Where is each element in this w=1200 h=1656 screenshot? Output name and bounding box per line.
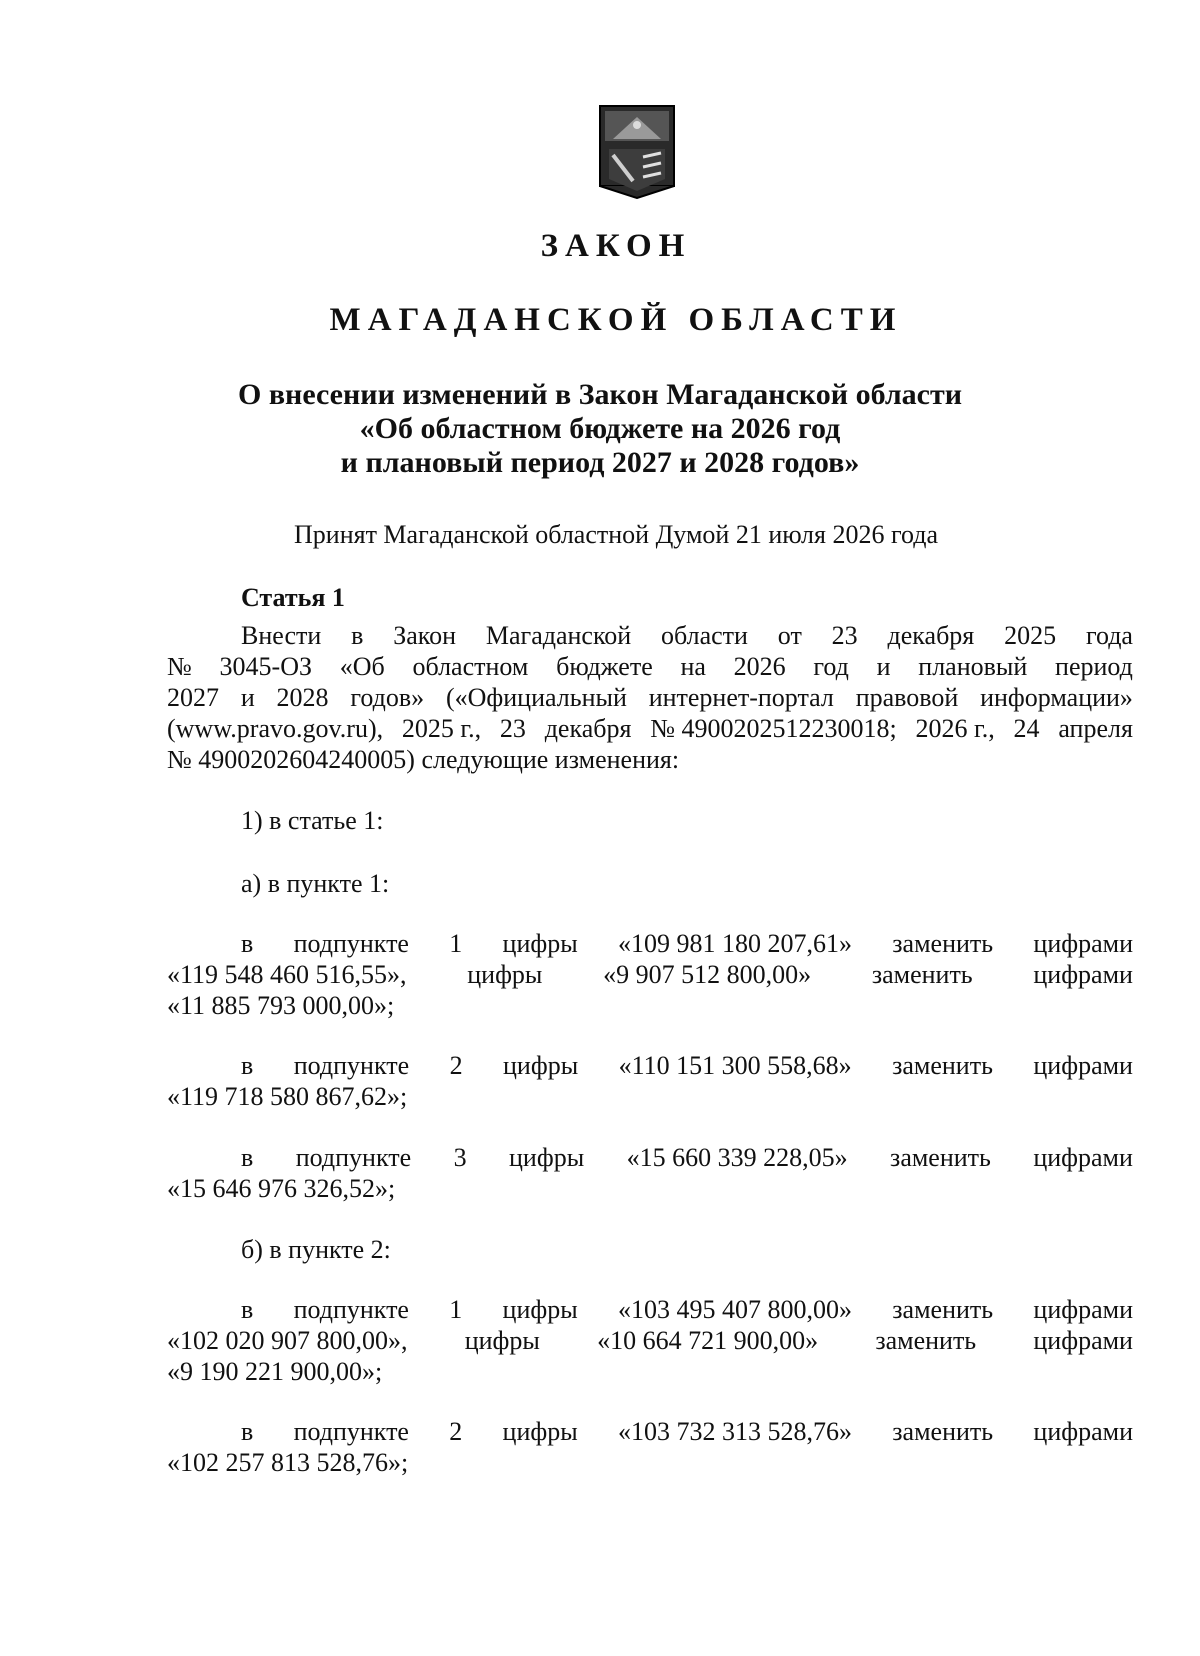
word: 2	[449, 1417, 463, 1446]
word: на	[680, 652, 706, 681]
item-label: 1) в статье 1:	[241, 806, 384, 835]
word: цифры	[502, 1295, 578, 1324]
word: декабря	[544, 714, 632, 743]
item-1a	[167, 868, 1133, 899]
word: информации»	[980, 683, 1133, 712]
word: «103 495 407 800,00»	[617, 1295, 852, 1324]
word: 1	[449, 929, 463, 958]
word: (www.pravo.gov.ru),	[167, 714, 384, 743]
word: интернет-портал	[648, 683, 834, 712]
item-1a-subpoint-2	[167, 1050, 1133, 1112]
word: бюджете	[556, 652, 653, 681]
word: период	[1055, 652, 1133, 681]
coat-of-arms-icon	[599, 105, 675, 199]
word: подпункте	[293, 1295, 409, 1324]
justified-line	[167, 682, 1133, 713]
word: «Об	[339, 652, 385, 681]
paragraph-line: № 4900202604240005) следующие изменения:	[167, 745, 680, 774]
adoption-note: Принят Магаданской областной Думой 21 июля 2026 года	[294, 520, 938, 549]
word: 2027	[167, 683, 219, 712]
word: заменить	[875, 1326, 977, 1355]
word: «110 151 300 558,68»	[618, 1051, 852, 1080]
word: заменить	[892, 1051, 993, 1080]
heading-line: и плановый период 2027 и 2028 годов»	[340, 446, 860, 479]
item-1b-subpoint-1	[167, 1294, 1133, 1387]
word: цифрами	[1033, 1051, 1133, 1080]
justified-line	[167, 651, 1133, 682]
word: цифры	[502, 929, 578, 958]
word: цифрами	[1033, 960, 1133, 989]
word: в	[241, 1051, 254, 1080]
paragraph-line: «15 646 976 326,52»;	[167, 1174, 396, 1203]
word: Закон	[393, 621, 457, 650]
word: «10 664 721 900,00»	[597, 1326, 819, 1355]
article-title: Статья 1	[241, 583, 345, 612]
justified-line	[167, 1050, 1133, 1081]
word: 3	[453, 1143, 467, 1172]
word: 2025	[1004, 621, 1057, 650]
word: декабря	[887, 621, 975, 650]
word: Внести	[241, 621, 322, 650]
item-label: б) в пункте 2:	[241, 1235, 391, 1264]
word: цифры	[509, 1143, 585, 1172]
word: 23	[499, 714, 526, 743]
word: заменить	[871, 960, 973, 989]
item-1	[167, 805, 1133, 836]
word: 24	[1013, 714, 1040, 743]
word: 3045-ОЗ	[219, 652, 313, 681]
word: подпункте	[293, 929, 409, 958]
justified-line	[167, 1142, 1133, 1173]
word: в	[351, 621, 364, 650]
word: 2	[449, 1051, 463, 1080]
law-title: ЗАКОН	[540, 228, 692, 264]
word: в	[241, 1143, 254, 1172]
word: подпункте	[293, 1417, 409, 1446]
word: цифрами	[1033, 1326, 1133, 1355]
word: цифры	[502, 1417, 578, 1446]
justified-line	[167, 1325, 1133, 1356]
word: «119 548 460 516,55»,	[167, 960, 407, 989]
word: в	[241, 1295, 254, 1324]
item-1a-subpoint-3	[167, 1142, 1133, 1204]
word: («Официальный	[445, 683, 627, 712]
word: цифрами	[1033, 929, 1133, 958]
word: 1	[449, 1295, 463, 1324]
paragraph-line: «119 718 580 867,62»;	[167, 1082, 408, 1111]
word: года	[1085, 621, 1133, 650]
justified-line	[167, 959, 1133, 990]
item-1b	[167, 1234, 1133, 1265]
word: от	[777, 621, 802, 650]
law-heading	[0, 378, 1200, 480]
word: № 4900202512230018;	[650, 714, 897, 743]
word: 2028	[276, 683, 329, 712]
word: заменить	[892, 929, 994, 958]
word: в	[241, 1417, 254, 1446]
word: Магаданской	[485, 621, 632, 650]
word: цифрами	[1033, 1295, 1133, 1324]
word: 2025 г.,	[401, 714, 482, 743]
word: областном	[412, 652, 529, 681]
word: заменить	[890, 1143, 991, 1172]
paragraph-line: «102 257 813 528,76»;	[167, 1448, 409, 1477]
word: 2026 г.,	[915, 714, 995, 743]
word: апреля	[1058, 714, 1133, 743]
heading-line: О внесении изменений в Закон Магаданской области	[238, 378, 962, 411]
word: цифрами	[1033, 1143, 1133, 1172]
word: и	[240, 683, 255, 712]
paragraph-line: «11 885 793 000,00»;	[167, 991, 395, 1020]
justified-line	[167, 1416, 1133, 1447]
word: правовой	[855, 683, 959, 712]
justified-line	[167, 928, 1133, 959]
region-title: МАГАДАНСКОЙ ОБЛАСТИ	[329, 302, 903, 338]
intro-paragraph	[167, 620, 1133, 775]
justified-line	[167, 1294, 1133, 1325]
word: цифры	[467, 960, 543, 989]
word: в	[241, 929, 254, 958]
word: цифрами	[1033, 1417, 1133, 1446]
word: «9 907 512 800,00»	[603, 960, 812, 989]
item-1b-subpoint-2	[167, 1416, 1133, 1478]
word: подпункте	[295, 1143, 412, 1172]
paragraph-line: «9 190 221 900,00»;	[167, 1357, 383, 1386]
word: заменить	[892, 1295, 994, 1324]
word: цифры	[464, 1326, 540, 1355]
word: заменить	[892, 1417, 994, 1446]
item-label: а) в пункте 1:	[241, 869, 390, 898]
word: подпункте	[293, 1051, 410, 1080]
word: и	[876, 652, 891, 681]
word: 23	[831, 621, 858, 650]
heading-line: «Об областном бюджете на 2026 год	[359, 412, 841, 445]
word: цифры	[503, 1051, 579, 1080]
justified-line	[167, 620, 1133, 651]
justified-line	[167, 713, 1133, 744]
word: «103 732 313 528,76»	[617, 1417, 852, 1446]
word: «15 660 339 228,05»	[626, 1143, 848, 1172]
word: №	[167, 652, 192, 681]
item-1a-subpoint-1	[167, 928, 1133, 1021]
word: «109 981 180 207,61»	[617, 929, 852, 958]
word: области	[661, 621, 748, 650]
word: год	[813, 652, 849, 681]
word: плановый	[918, 652, 1028, 681]
word: годов»	[350, 683, 425, 712]
word: «102 020 907 800,00»,	[167, 1326, 408, 1355]
word: 2026	[733, 652, 786, 681]
